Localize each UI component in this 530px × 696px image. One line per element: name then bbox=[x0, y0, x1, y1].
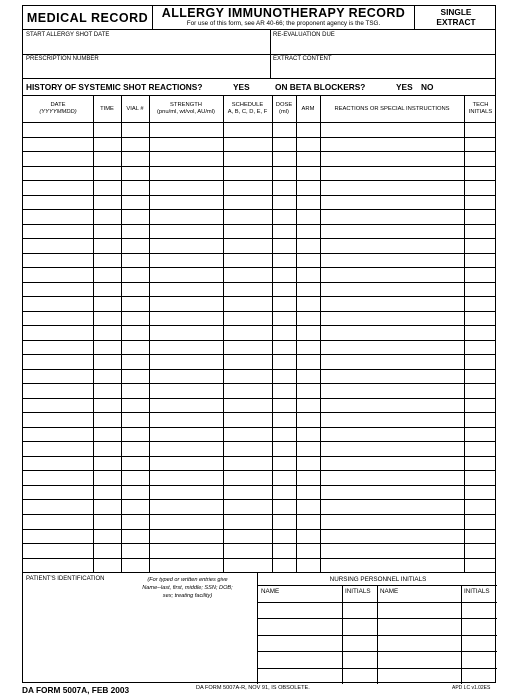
nursing-title: NURSING PERSONNEL INITIALS bbox=[329, 576, 427, 583]
nursing-initials-header-2: INITIALS bbox=[464, 588, 490, 595]
single-label: SINGLE bbox=[440, 7, 472, 17]
history-question: HISTORY OF SYSTEMIC SHOT REACTIONS? bbox=[26, 82, 203, 92]
table-column-line bbox=[464, 95, 465, 572]
form-title: ALLERGY IMMUNOTHERAPY RECORD bbox=[161, 6, 406, 20]
table-row[interactable] bbox=[23, 267, 495, 268]
beta-yes-option[interactable]: YES bbox=[396, 82, 413, 92]
strength-column-header bbox=[149, 96, 223, 122]
apd-version: APD LC v1.02ES bbox=[452, 685, 491, 691]
nursing-row[interactable] bbox=[257, 668, 497, 669]
start-date-field[interactable] bbox=[23, 30, 270, 54]
vial-column-header bbox=[121, 96, 149, 122]
extract-content-label: EXTRACT CONTENT bbox=[273, 56, 332, 62]
beta-blockers-question: ON BETA BLOCKERS? bbox=[275, 82, 366, 92]
arm-header-label: ARM bbox=[301, 105, 315, 112]
table-row[interactable] bbox=[23, 296, 495, 297]
start-date-label: START ALLERGY SHOT DATE bbox=[26, 32, 110, 38]
reactions-column-header bbox=[320, 96, 464, 122]
re-evaluation-label: RE-EVALUATION DUE bbox=[273, 32, 335, 38]
table-row[interactable] bbox=[23, 282, 495, 283]
vial-header-label: VIAL # bbox=[126, 105, 144, 112]
table-row[interactable] bbox=[23, 412, 495, 413]
nursing-row[interactable] bbox=[257, 635, 497, 636]
table-row[interactable] bbox=[23, 499, 495, 500]
form-header bbox=[23, 6, 495, 30]
allergy-immunotherapy-form bbox=[22, 5, 496, 683]
table-row[interactable] bbox=[23, 209, 495, 210]
table-row[interactable] bbox=[23, 340, 495, 341]
table-row[interactable] bbox=[23, 441, 495, 442]
nursing-row[interactable] bbox=[257, 602, 497, 603]
time-column-header bbox=[93, 96, 121, 122]
prescription-number-label: PRESCRIPTION NUMBER bbox=[26, 56, 99, 62]
table-row[interactable] bbox=[23, 369, 495, 370]
table-row[interactable] bbox=[23, 224, 495, 225]
nursing-row[interactable] bbox=[257, 618, 497, 619]
nursing-name-header-2: NAME bbox=[380, 588, 399, 595]
table-column-line bbox=[320, 95, 321, 572]
table-row[interactable] bbox=[23, 195, 495, 196]
table-row[interactable] bbox=[23, 354, 495, 355]
form-subtitle: For use of this form, see AR 40-66; the proponent agency is the TSG. bbox=[186, 20, 381, 27]
table-row[interactable] bbox=[23, 514, 495, 515]
table-column-line bbox=[296, 95, 297, 572]
dose-header-label: DOSE bbox=[275, 102, 293, 108]
date-header-label: DATE bbox=[50, 102, 66, 108]
table-row[interactable] bbox=[23, 166, 495, 167]
table-column-line bbox=[149, 95, 150, 572]
table-row[interactable] bbox=[23, 558, 495, 559]
patient-id-note: (For typed or written entries give Name--last, first, middle; SSN; DOB; sex; treating facility) bbox=[142, 577, 233, 599]
table-row[interactable] bbox=[23, 137, 495, 138]
strength-header-label: STRENGTH bbox=[170, 102, 202, 108]
table-column-line bbox=[93, 95, 94, 572]
nursing-row[interactable] bbox=[257, 651, 497, 652]
schedule-header-label: SCHEDULE bbox=[231, 102, 264, 108]
table-row[interactable] bbox=[23, 427, 495, 428]
tech-initials-label: INITIALS bbox=[468, 109, 493, 115]
medical-record-label: MEDICAL RECORD bbox=[23, 6, 153, 29]
table-row[interactable] bbox=[23, 529, 495, 530]
table-column-line bbox=[121, 95, 122, 572]
table-row[interactable] bbox=[23, 325, 495, 326]
table-column-line bbox=[223, 95, 224, 572]
re-evaluation-field[interactable] bbox=[270, 30, 497, 54]
date-format-label: (YYYYMMDD) bbox=[39, 109, 77, 115]
table-bottom-line bbox=[23, 572, 495, 573]
table-row[interactable] bbox=[23, 238, 495, 239]
nursing-initials-header: INITIALS bbox=[345, 588, 371, 595]
date-column-header bbox=[23, 96, 93, 122]
table-row[interactable] bbox=[23, 253, 495, 254]
reactions-header-label: REACTIONS OR SPECIAL INSTRUCTIONS bbox=[334, 105, 450, 112]
beta-no-option[interactable]: NO bbox=[421, 82, 434, 92]
arm-column-header bbox=[296, 96, 320, 122]
tech-header-label: TECH bbox=[472, 102, 489, 108]
extract-label: EXTRACT bbox=[436, 17, 476, 27]
table-row[interactable] bbox=[23, 543, 495, 544]
table-row[interactable] bbox=[23, 485, 495, 486]
history-yes-option[interactable]: YES bbox=[233, 82, 250, 92]
form-id: DA FORM 5007A, FEB 2003 bbox=[22, 685, 130, 695]
patient-id-label: PATIENT'S IDENTIFICATION bbox=[26, 576, 105, 582]
dose-unit-label: (ml) bbox=[279, 109, 289, 115]
schedule-column-header bbox=[223, 96, 272, 122]
table-row[interactable] bbox=[23, 151, 495, 152]
table-column-line bbox=[272, 95, 273, 572]
extract-content-field[interactable] bbox=[270, 54, 497, 78]
obsolete-notice: DA FORM 5007A-R, NOV 91, IS OBSOLETE. bbox=[196, 685, 310, 691]
tech-column-header bbox=[464, 96, 497, 122]
info-bottom-line bbox=[23, 78, 495, 79]
table-row[interactable] bbox=[23, 456, 495, 457]
nursing-name-header: NAME bbox=[261, 588, 280, 595]
time-header-label: TIME bbox=[100, 105, 114, 112]
table-row[interactable] bbox=[23, 180, 495, 181]
prescription-number-field[interactable] bbox=[23, 54, 270, 78]
table-row[interactable] bbox=[23, 311, 495, 312]
table-row[interactable] bbox=[23, 398, 495, 399]
single-extract-label bbox=[415, 6, 497, 29]
table-header-line bbox=[23, 122, 495, 123]
form-title-block bbox=[153, 6, 415, 29]
table-row[interactable] bbox=[23, 470, 495, 471]
table-row[interactable] bbox=[23, 383, 495, 384]
strength-units-label: (pnu/ml, wt/vol, AU/ml) bbox=[157, 109, 215, 115]
schedule-options-label: A, B, C, D, E, F bbox=[227, 109, 268, 115]
dose-column-header bbox=[272, 96, 296, 122]
